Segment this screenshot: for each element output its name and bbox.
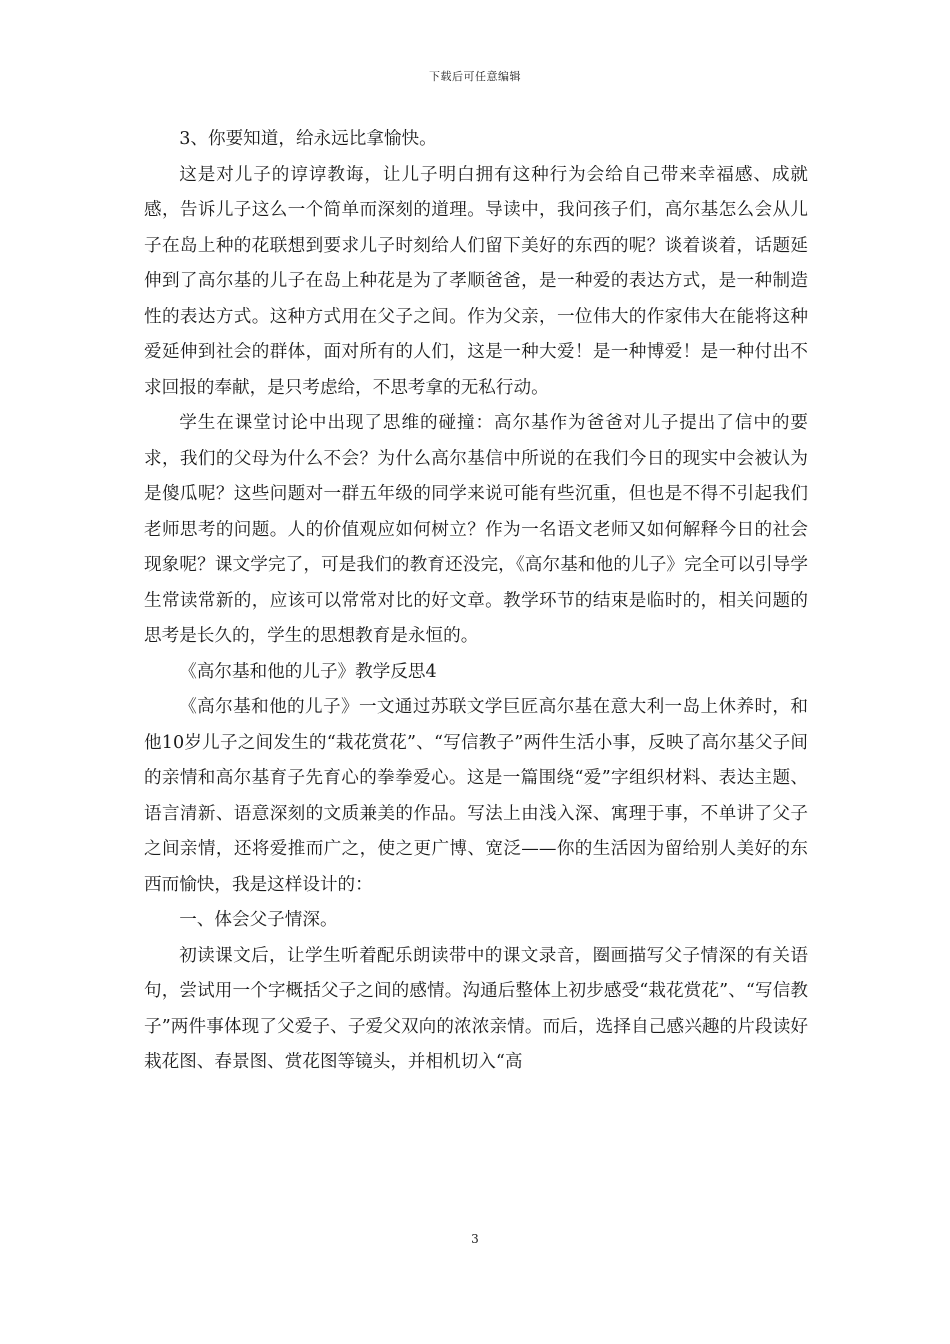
section-heading: 《高尔基和他的儿子》教学反思4: [179, 661, 437, 682]
subsection-heading: 一、体会父子情深。: [179, 910, 338, 930]
paragraph: 学生在课堂讨论中出现了思维的碰撞：高尔基作为爸爸对儿子提出了信中的要求，我们的父母为什么不会？为什么高尔基信中所说的在我们今日的现实中会被认为是傻瓜呢？这些问题对一群五年级的同学来说可能有些沉重，但也是不得不引起我们老师思考的问题。人的价值观应如何树立？作为一名语文老师又如何解释今日的社会现象呢？课文学完了，可是我们的教育还没完，《高尔基和他的儿子》完全可以引导学生常读常新的，应该可以常常对比的好文章。教学环节的结束是临时的，相关问题的思考是长久的，学生的思想教育是永恒的。: [144, 413, 808, 646]
paragraph: 初读课文后，让学生听着配乐朗读带中的课文录音，圈画描写父子情深的有关语句，尝试用一个字概括父子之间的感情。沟通后整体上初步感受“栽花赏花”、“写信教子”两件事体现了父爱子、子爱父双向的浓浓亲情。而后，选择自己感兴趣的片段读好栽花图、春景图、赏花图等镜头，并相机切入“高: [144, 945, 808, 1072]
page-header: 下载后可任意编辑: [429, 70, 521, 83]
body-text: [144, 122, 808, 1081]
page-number: 3: [471, 1232, 479, 1246]
paragraph: 《高尔基和他的儿子》一文通过苏联文学巨匠高尔基在意大利一岛上休养时，和他10岁儿子之间发生的“栽花赏花”、“写信教子”两件生活小事，反映了高尔基父子间的亲情和高尔基育子先育心的拳拳爱心。这是一篇围绕“爱”字组织材料、表达主题、语言清新、语意深刻的文质兼美的作品。写法上由浅入深、寓理于事，不单讲了父子之间亲情，还将爱推而广之，使之更广博、宽泛——你的生活因为留给别人美好的东西而愉快，我是这样设计的：: [144, 697, 808, 895]
paragraph-point-3: 3、你要知道，给永远比拿愉快。: [179, 129, 437, 149]
paragraph: 这是对儿子的谆谆教诲，让儿子明白拥有这种行为会给自己带来幸福感、成就感，告诉儿子这么一个简单而深刻的道理。导读中，我问孩子们，高尔基怎么会从儿子在岛上种的花联想到要求儿子时刻给人们留下美好的东西的呢？谈着谈着，话题延伸到了高尔基的儿子在岛上种花是为了孝顺爸爸，是一种爱的表达方式，是一种制造性的表达方式。这种方式用在父子之间。作为父亲，一位伟大的作家伟大在能将这种爱延伸到社会的群体，面对所有的人们，这是一种大爱！是一种博爱！是一种付出不求回报的奉献，是只考虑给，不思考拿的无私行动。: [144, 164, 808, 398]
